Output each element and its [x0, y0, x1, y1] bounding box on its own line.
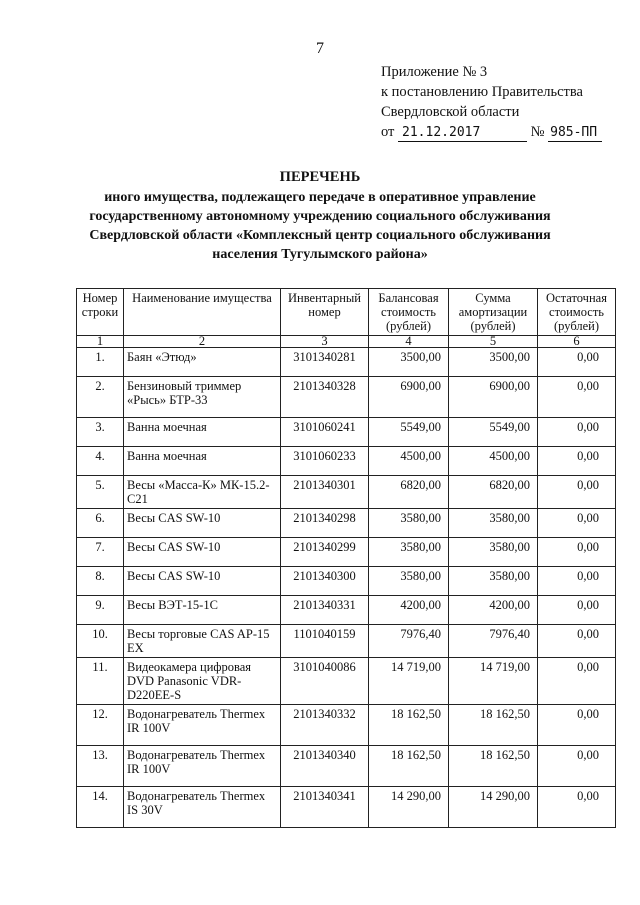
balance-value-cell: 3500,00: [369, 348, 449, 377]
residual-value-cell: 0,00: [538, 746, 616, 787]
item-name-cell: Весы «Масса-К» МК-15.2-С21: [124, 476, 281, 509]
inventory-number-cell: 2101340341: [281, 787, 369, 828]
appendix-line-3: Свердловской области: [381, 104, 520, 120]
balance-value-cell: 18 162,50: [369, 705, 449, 746]
column-number-row: [77, 336, 616, 348]
amortization-cell: 4500,00: [449, 447, 538, 476]
item-name-cell: Ванна моечная: [124, 447, 281, 476]
table-row: [77, 377, 616, 418]
inventory-number-cell: 3101060241: [281, 418, 369, 447]
amortization-cell: 7976,40: [449, 625, 538, 658]
amortization-cell: 6900,00: [449, 377, 538, 418]
residual-value-cell: 0,00: [538, 476, 616, 509]
residual-value-cell: 0,00: [538, 538, 616, 567]
number-label: №: [530, 124, 545, 140]
balance-value-cell: 14 719,00: [369, 658, 449, 705]
row-number-cell: 6.: [77, 509, 124, 538]
appendix-header: [381, 62, 602, 142]
inventory-number-cell: 3101040086: [281, 658, 369, 705]
balance-value-cell: 3580,00: [369, 538, 449, 567]
header-amortization: Сумма амортизации (рублей): [449, 289, 538, 336]
row-number-cell: 9.: [77, 596, 124, 625]
row-number-cell: 13.: [77, 746, 124, 787]
item-name-cell: Водонагреватель Thermex IS 30V: [124, 787, 281, 828]
table-row: [77, 567, 616, 596]
column-number: 6: [538, 336, 616, 348]
inventory-number-cell: 2101340299: [281, 538, 369, 567]
amortization-cell: 3580,00: [449, 567, 538, 596]
balance-value-cell: 6820,00: [369, 476, 449, 509]
residual-value-cell: 0,00: [538, 509, 616, 538]
balance-value-cell: 7976,40: [369, 625, 449, 658]
row-number-cell: 7.: [77, 538, 124, 567]
item-name-cell: Баян «Этюд»: [124, 348, 281, 377]
appendix-line-1: Приложение № 3: [381, 64, 488, 80]
column-number: 5: [449, 336, 538, 348]
residual-value-cell: 0,00: [538, 418, 616, 447]
table-row: [77, 596, 616, 625]
balance-value-cell: 6900,00: [369, 377, 449, 418]
inventory-number-cell: 2101340301: [281, 476, 369, 509]
property-table: [76, 288, 616, 828]
inventory-number-cell: 3101340281: [281, 348, 369, 377]
table-row: [77, 658, 616, 705]
inventory-number-cell: 2101340331: [281, 596, 369, 625]
header-row-number: Номер строки: [77, 289, 124, 336]
balance-value-cell: 3580,00: [369, 509, 449, 538]
row-number-cell: 3.: [77, 418, 124, 447]
residual-value-cell: 0,00: [538, 658, 616, 705]
table-row: [77, 447, 616, 476]
balance-value-cell: 4200,00: [369, 596, 449, 625]
residual-value-cell: 0,00: [538, 596, 616, 625]
item-name-cell: Видеокамера цифровая DVD Panasonic VDR-D220EE-S: [124, 658, 281, 705]
document-title: ПЕРЕЧЕНЬ: [279, 169, 361, 185]
item-name-cell: Весы ВЭТ-15-1С: [124, 596, 281, 625]
inventory-number-cell: 2101340298: [281, 509, 369, 538]
table-row: [77, 509, 616, 538]
table-row: [77, 625, 616, 658]
residual-value-cell: 0,00: [538, 705, 616, 746]
header-residual-value: Остаточная стоимость (рублей): [538, 289, 616, 336]
balance-value-cell: 5549,00: [369, 418, 449, 447]
amortization-cell: 6820,00: [449, 476, 538, 509]
residual-value-cell: 0,00: [538, 377, 616, 418]
row-number-cell: 2.: [77, 377, 124, 418]
balance-value-cell: 4500,00: [369, 447, 449, 476]
residual-value-cell: 0,00: [538, 625, 616, 658]
item-name-cell: Весы CAS SW-10: [124, 509, 281, 538]
item-name-cell: Водонагреватель Thermex IR 100V: [124, 705, 281, 746]
table-row: [77, 787, 616, 828]
residual-value-cell: 0,00: [538, 567, 616, 596]
table-row: [77, 348, 616, 377]
amortization-cell: 14 719,00: [449, 658, 538, 705]
amortization-cell: 3580,00: [449, 538, 538, 567]
inventory-number-cell: 2101340340: [281, 746, 369, 787]
row-number-cell: 11.: [77, 658, 124, 705]
appendix-date-line: [381, 122, 602, 142]
item-name-cell: Бензиновый триммер «Рысь» БТР-33: [124, 377, 281, 418]
inventory-number-cell: 3101060233: [281, 447, 369, 476]
amortization-cell: 18 162,50: [449, 705, 538, 746]
balance-value-cell: 14 290,00: [369, 787, 449, 828]
row-number-cell: 14.: [77, 787, 124, 828]
from-label: от: [381, 124, 395, 140]
amortization-cell: 14 290,00: [449, 787, 538, 828]
column-number: 1: [77, 336, 124, 348]
table-row: [77, 746, 616, 787]
column-number: 4: [369, 336, 449, 348]
amortization-cell: 3580,00: [449, 509, 538, 538]
table-row: [77, 705, 616, 746]
amortization-cell: 3500,00: [449, 348, 538, 377]
row-number-cell: 12.: [77, 705, 124, 746]
decree-number: 985-ПП: [548, 125, 602, 142]
item-name-cell: Ванна моечная: [124, 418, 281, 447]
balance-value-cell: 18 162,50: [369, 746, 449, 787]
document-subtitle: иного имущества, подлежащего передаче в оперативное управление государственному автономному учреждению социального обслуживания Свердловской области «Комплексный центр социального обслуживания населения Тугулымского района»: [89, 190, 551, 262]
page-number: 7: [316, 40, 324, 57]
decree-date: 21.12.2017: [398, 125, 527, 142]
inventory-number-cell: 1101040159: [281, 625, 369, 658]
amortization-cell: 4200,00: [449, 596, 538, 625]
balance-value-cell: 3580,00: [369, 567, 449, 596]
inventory-number-cell: 2101340300: [281, 567, 369, 596]
table-row: [77, 418, 616, 447]
item-name-cell: Весы CAS SW-10: [124, 567, 281, 596]
table-header-row: [77, 289, 616, 336]
item-name-cell: Весы торговые CAS AP-15 EX: [124, 625, 281, 658]
inventory-number-cell: 2101340332: [281, 705, 369, 746]
row-number-cell: 8.: [77, 567, 124, 596]
residual-value-cell: 0,00: [538, 447, 616, 476]
table-row: [77, 476, 616, 509]
column-number: 2: [124, 336, 281, 348]
table-row: [77, 538, 616, 567]
item-name-cell: Водонагреватель Thermex IR 100V: [124, 746, 281, 787]
item-name-cell: Весы CAS SW-10: [124, 538, 281, 567]
row-number-cell: 4.: [77, 447, 124, 476]
residual-value-cell: 0,00: [538, 787, 616, 828]
amortization-cell: 18 162,50: [449, 746, 538, 787]
inventory-number-cell: 2101340328: [281, 377, 369, 418]
column-number: 3: [281, 336, 369, 348]
appendix-line-2: к постановлению Правительства: [381, 84, 583, 100]
amortization-cell: 5549,00: [449, 418, 538, 447]
header-balance-value: Балансовая стоимость (рублей): [369, 289, 449, 336]
row-number-cell: 5.: [77, 476, 124, 509]
row-number-cell: 1.: [77, 348, 124, 377]
row-number-cell: 10.: [77, 625, 124, 658]
header-inventory-number: Инвентарный номер: [281, 289, 369, 336]
residual-value-cell: 0,00: [538, 348, 616, 377]
header-name: Наименование имущества: [124, 289, 281, 336]
